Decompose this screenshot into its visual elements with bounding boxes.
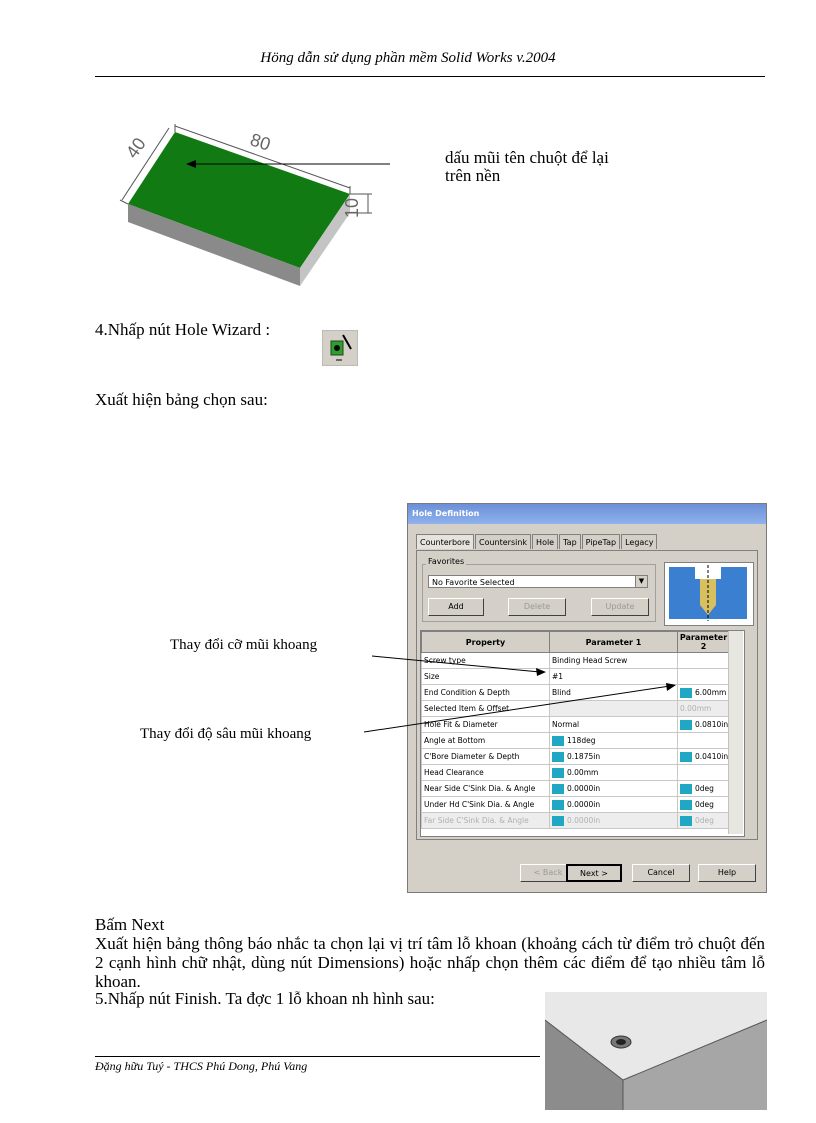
parameter-1-value[interactable]: Binding Head Screw: [550, 653, 678, 669]
table-row[interactable]: [422, 765, 730, 781]
parameter-1-value[interactable]: #1: [550, 669, 678, 685]
parameter-1-value[interactable]: Blind: [550, 685, 678, 701]
chevron-down-icon[interactable]: ▼: [635, 576, 647, 587]
paragraph-next: Bấm Next: [95, 915, 165, 934]
hole-result-figure: [545, 992, 767, 1110]
footer-rule: [95, 1056, 540, 1057]
dialog-title: Hole Definition: [408, 504, 766, 524]
property-name: End Condition & Depth: [422, 685, 550, 701]
parameter-1-value[interactable]: Normal: [550, 717, 678, 733]
column-header-property[interactable]: Property: [422, 632, 550, 653]
cbore-depth-icon: [680, 752, 692, 762]
parameter-2-value: 6.00mm: [695, 687, 727, 697]
step4-text: 4.Nhấp nút Hole Wizard :: [95, 320, 271, 339]
figure1-caption-line1: dấu mũi tên chuột để lại: [445, 148, 609, 167]
parameter-1-value: 118deg: [567, 735, 596, 745]
favorites-selected-value: No Favorite Selected: [432, 578, 515, 587]
parameter-2-cell[interactable]: [678, 797, 730, 813]
callout-size: Thay đổi cỡ mũi khoang: [170, 637, 318, 653]
tab-pipetap[interactable]: PipeTap: [582, 534, 620, 549]
tab-hole[interactable]: Hole: [532, 534, 558, 549]
property-name: Far Side C'Sink Dia. & Angle: [422, 813, 550, 829]
parameter-2-value[interactable]: [678, 765, 730, 781]
cbore-diameter-icon: [552, 752, 564, 762]
property-name: Near Side C'Sink Dia. & Angle: [422, 781, 550, 797]
tab-legacy[interactable]: Legacy: [621, 534, 657, 549]
parameter-1-cell[interactable]: [550, 749, 678, 765]
property-name: C'Bore Diameter & Depth: [422, 749, 550, 765]
property-name: Head Clearance: [422, 765, 550, 781]
column-header-parameter-2[interactable]: Parameter 2: [678, 632, 730, 653]
table-row[interactable]: [422, 813, 730, 829]
paragraph-step5: 5.Nhấp nút Finish. Ta đợc 1 lỗ khoan nh hình sau:: [95, 989, 435, 1008]
parameter-1-value: 0.0000in: [567, 799, 601, 809]
property-name: Size: [422, 669, 550, 685]
parameter-1-cell[interactable]: [550, 781, 678, 797]
dim-label-40: 40: [121, 133, 150, 162]
parameter-1-cell[interactable]: [550, 797, 678, 813]
tab-countersink[interactable]: Countersink: [475, 534, 531, 549]
csink-angle-icon: [680, 800, 692, 810]
parameter-2-value: 0deg: [695, 799, 714, 809]
hole-preview-image: [664, 562, 754, 626]
clearance-icon: [552, 768, 564, 778]
dialog-tabs: [416, 534, 658, 549]
property-name: Screw type: [422, 653, 550, 669]
tab-counterbore[interactable]: Counterbore: [416, 534, 474, 549]
callout-size-arrowhead: [536, 668, 546, 676]
back-button[interactable]: < Back: [520, 864, 576, 882]
csink-dia-icon: [552, 784, 564, 794]
hole-inner: [616, 1039, 626, 1045]
delete-button[interactable]: Delete: [508, 598, 566, 616]
parameter-1-value: 0.00mm: [567, 767, 599, 777]
header-rule: [95, 76, 765, 77]
table-row[interactable]: [422, 781, 730, 797]
dim-label-10: 10: [342, 197, 362, 218]
parameter-2-value: 0deg: [695, 783, 714, 793]
grid-scrollbar[interactable]: [728, 631, 743, 834]
callout-depth-line: [364, 686, 670, 732]
parameter-2-cell[interactable]: [678, 749, 730, 765]
add-button[interactable]: Add: [428, 598, 484, 616]
parameter-1-value: 0.1875in: [567, 751, 601, 761]
parameter-1-value: 0.0000in: [567, 783, 601, 793]
table-row[interactable]: [422, 797, 730, 813]
csink-angle-icon: [680, 784, 692, 794]
parameter-2-value[interactable]: 0.00mm: [678, 701, 730, 717]
csink-angle-icon: [680, 816, 692, 826]
table-row[interactable]: [422, 749, 730, 765]
favorites-label: Favorites: [428, 557, 465, 566]
parameter-2-value: 0.0810in: [695, 719, 729, 729]
property-name: Under Hd C'Sink Dia. & Angle: [422, 797, 550, 813]
callout-size-line: [372, 656, 540, 672]
callout-arrows: [360, 640, 690, 750]
header-title: Höng dẫn sử dụng phần mềm Solid Works v.2004: [260, 50, 556, 66]
help-button[interactable]: Help: [698, 864, 756, 882]
parameter-2-cell[interactable]: [678, 781, 730, 797]
property-name: Selected Item & Offset: [422, 701, 550, 717]
tab-tap[interactable]: Tap: [559, 534, 581, 549]
csink-dia-icon: [552, 816, 564, 826]
intro-text: Xuất hiện bảng chọn sau:: [95, 390, 268, 409]
paragraph-explanation: Xuất hiện bảng thông báo nhắc ta chọn lại vị trí tâm lỗ khoan (khoảng cách từ điểm trỏ chuột đến 2 cạnh hình chữ nhật, dùng nút Dimensions) hoặc nhấp chọn thêm các điểm để tạo nhiều tâm lỗ khoan.: [95, 934, 765, 991]
parameter-2-value: 0.0410in: [695, 751, 729, 761]
figure1-caption-line2: trên nền: [445, 166, 501, 185]
next-button[interactable]: Next >: [566, 864, 622, 882]
update-button[interactable]: Update: [591, 598, 649, 616]
cancel-button[interactable]: Cancel: [632, 864, 690, 882]
column-header-parameter-1[interactable]: Parameter 1: [550, 632, 678, 653]
property-name: Hole Fit & Diameter: [422, 717, 550, 733]
parameter-1-value: 0.0000in: [567, 815, 601, 825]
csink-dia-icon: [552, 800, 564, 810]
hole-wizard-icon: [322, 330, 358, 366]
parameter-2-cell[interactable]: [678, 813, 730, 829]
callout-depth: Thay đổi độ sâu mũi khoang: [140, 726, 312, 742]
dim-label-80: 80: [247, 129, 273, 155]
parameter-2-value: 0deg: [695, 815, 714, 825]
footer-author: Đặng hữu Tuý - THCS Phú Dong, Phú Vang: [95, 1059, 308, 1073]
parameter-1-cell[interactable]: [550, 765, 678, 781]
favorites-select[interactable]: [428, 575, 648, 588]
parameter-1-cell[interactable]: [550, 813, 678, 829]
property-name: Angle at Bottom: [422, 733, 550, 749]
callout-depth-arrowhead: [666, 683, 676, 691]
block-figure: [110, 118, 390, 288]
